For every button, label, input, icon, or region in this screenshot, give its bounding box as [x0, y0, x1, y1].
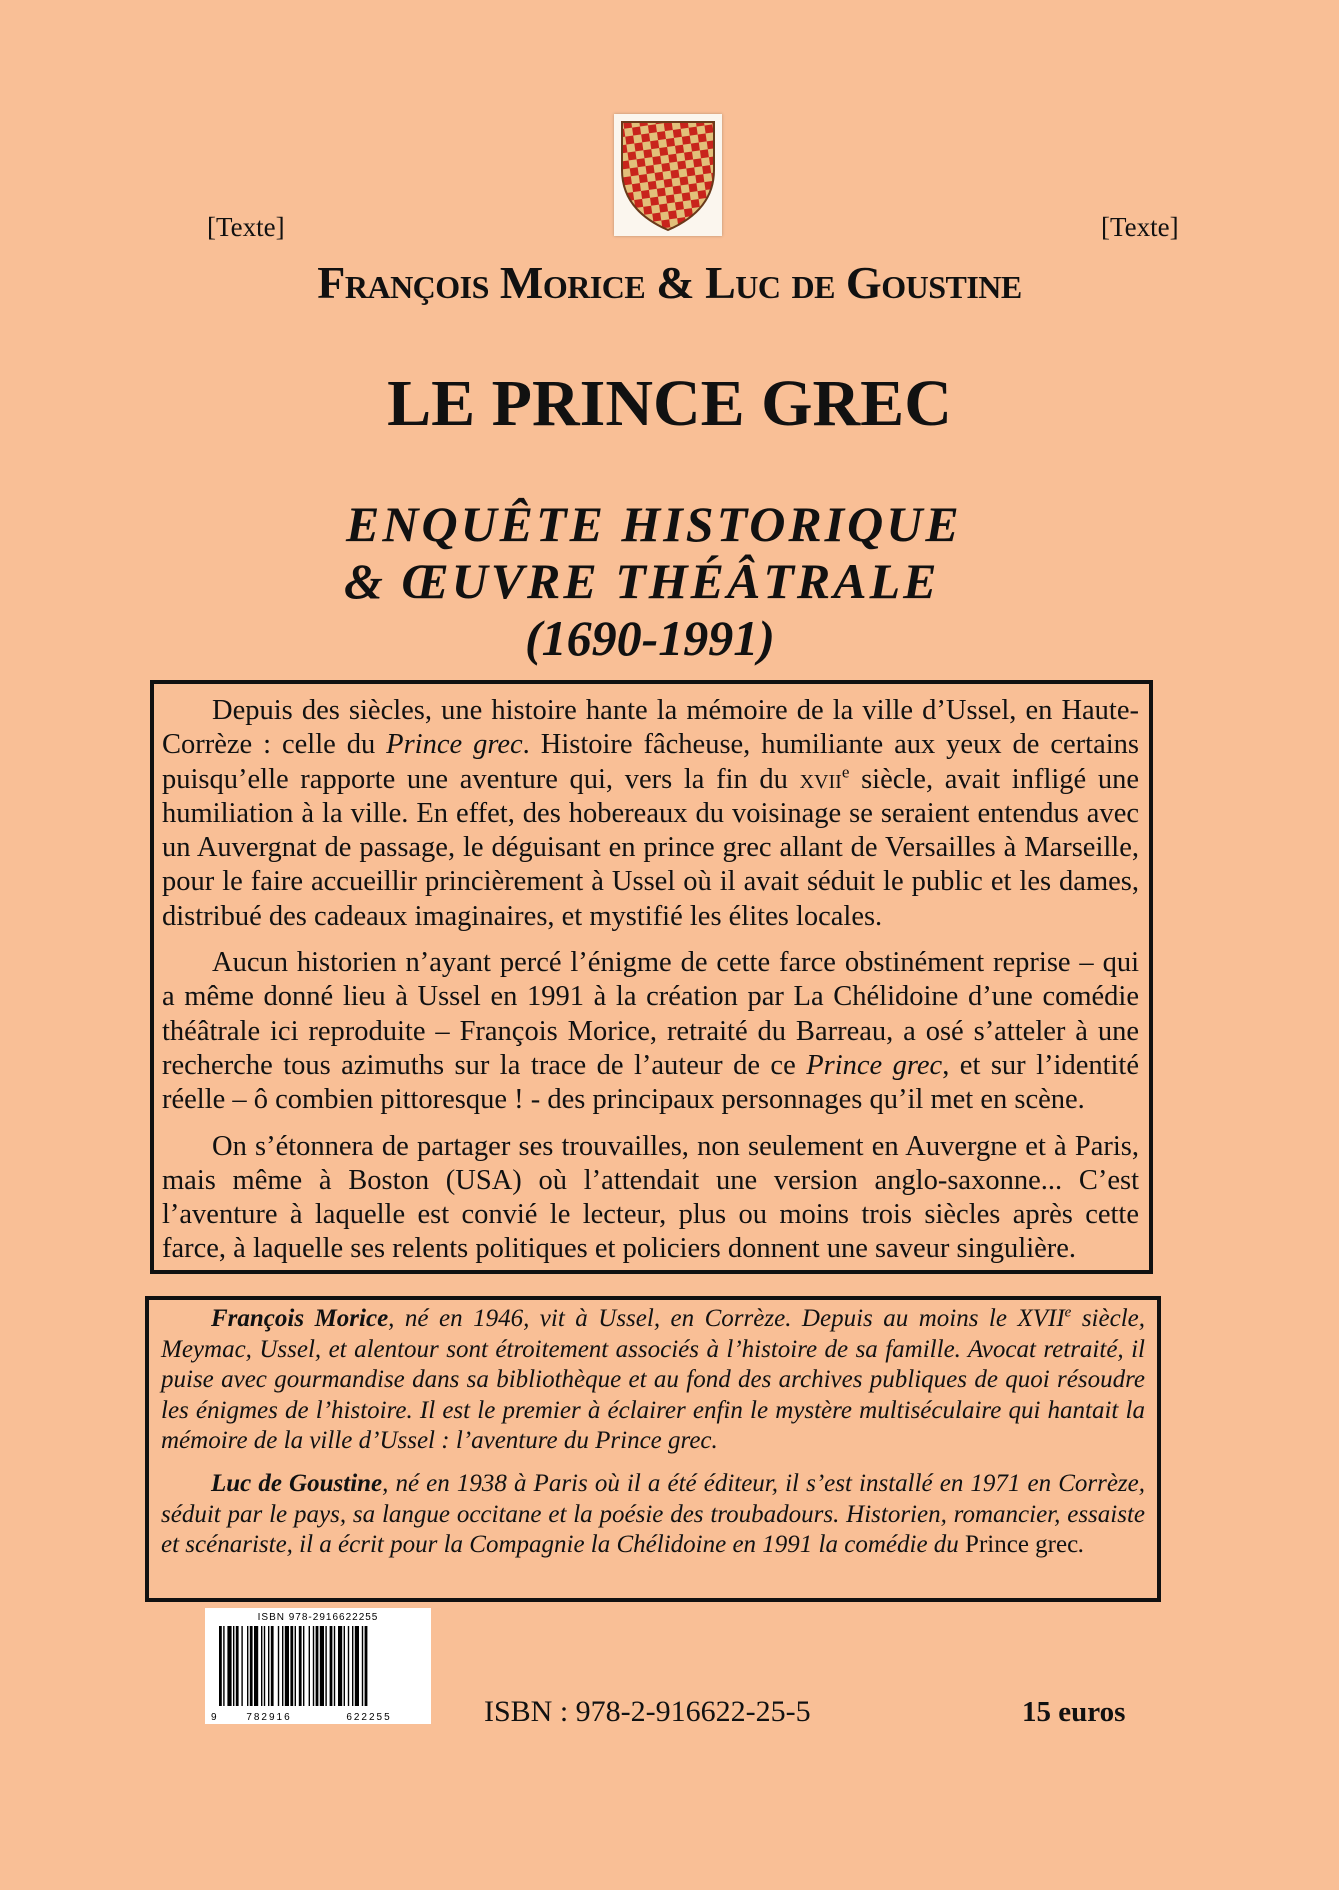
barcode-bar — [325, 1626, 326, 1706]
barcode-bar — [250, 1626, 253, 1706]
barcode-bar — [362, 1626, 363, 1706]
barcode-bar — [338, 1626, 342, 1706]
barcode-bar — [344, 1626, 345, 1706]
barcode-bar — [254, 1626, 258, 1706]
barcode-bar — [271, 1626, 274, 1706]
barcode-digits-left: 782916 — [246, 1712, 292, 1723]
placeholder-text-right: [Texte] — [1101, 212, 1179, 242]
barcode-bar — [223, 1626, 224, 1706]
author-bios-box — [145, 1296, 1161, 1602]
barcode-bar — [282, 1626, 283, 1706]
authors: François Morice & Luc de Goustine — [317, 257, 1022, 308]
barcode-bar — [247, 1626, 248, 1706]
barcode-bar — [236, 1626, 239, 1706]
placeholder-text-left: [Texte] — [207, 212, 285, 242]
barcode-bar — [261, 1626, 262, 1706]
barcode-digits-right: 622255 — [346, 1712, 392, 1723]
barcode-bar — [352, 1626, 353, 1706]
isbn-number: ISBN : 978-2-916622-25-5 — [484, 1695, 811, 1728]
price: 15 euros — [1022, 1696, 1126, 1728]
barcode-bar — [316, 1626, 319, 1706]
barcode-bar — [303, 1626, 304, 1706]
barcode-icon — [205, 1608, 431, 1724]
coat-of-arms — [614, 114, 722, 236]
synopsis-paragraph: Aucun historien n’ayant percé l’énigme de cette farce obstinément reprise – qui a même donné lieu à Ussel en 1991 à la création par La Chélidoine d’une comédie théâtrale ici reproduite – François Morice, retraité du Barreau, a osé s’atteler à une recherche tous azimuths sur la trace de l’auteur de ce Prince grec, et sur l’identité réelle – ô combien pittoresque ! - des principaux personnages qu’il met en scène. — [162, 947, 1140, 1116]
barcode-bar — [285, 1626, 289, 1706]
barcode-top-text: ISBN 978-2916622255 — [257, 1612, 379, 1623]
barcode-bar — [320, 1626, 324, 1706]
barcode-bar — [268, 1626, 269, 1706]
subtitle-line-2: & ŒUVRE THÉÂTRALE — [344, 553, 940, 609]
barcode-bar — [227, 1626, 231, 1706]
barcode-bar — [365, 1626, 368, 1706]
book-title: LE PRINCE GREC — [387, 367, 952, 440]
barcode-bar — [264, 1626, 265, 1706]
barcode — [205, 1608, 431, 1724]
barcode-bar — [355, 1626, 359, 1706]
barcode-bar — [241, 1626, 242, 1706]
barcode-bar — [299, 1626, 302, 1706]
synopsis-paragraph: On s’étonnera de partager ses trouvailles, non seulement en Auvergne et à Paris, mais même à Boston (USA) où l’attendait une version anglo-saxonne... C’est l’aventure à laquelle est convié le lecteur, plus ou moins trois siècles après cette farce, à laquelle ses relents politiques et policiers donnent une saveur singulière. — [162, 1130, 1139, 1265]
subtitle-dates: (1690-1991) — [525, 610, 775, 666]
synopsis-paragraph: Depuis des siècles, une histoire hante la mémoire de la ville d’Ussel, en Haute-Corrèze : celle du Prince grec. Histoire fâcheuse, humiliante aux yeux de certains puisqu’elle rapporte une aventure qui, vers la fin du xvii$^e$ siècle, avait infligé une humiliation à la ville. En effet, des hobereaux du voisinage se seraient entendus avec un Auvergnat de passage, le déguisant en prince grec allant de Versailles à Marseille, pour le faire accueillir princièrement à Ussel où il avait séduit le public et les dames, distribué des cadeaux imaginaires, et mystifié les élites locales. — [162, 695, 1140, 932]
synopsis-box — [150, 680, 1153, 1274]
barcode-bar — [348, 1626, 349, 1706]
barcode-bar — [219, 1626, 222, 1706]
barcode-bar — [295, 1626, 296, 1706]
barcode-bar — [334, 1626, 335, 1706]
coat-of-arms-icon — [614, 114, 722, 236]
barcode-bar — [313, 1626, 314, 1706]
subtitle-line-1: ENQUÊTE HISTORIQUE — [346, 496, 962, 552]
barcode-bar — [278, 1626, 279, 1706]
barcode-digit-first: 9 — [211, 1712, 217, 1723]
bio-francois-morice: François Morice, né en 1946, vit à Ussel, en Corrèze. Depuis au moins le XVIIe siècle, Meymac, Ussel, et alentour sont étroitement associés à l’histoire de sa famille. Avocat retraité, il puise avec gourmandise dans sa bibliothèque et au fond des archives publiques de quoi résoudre les énigmes de l’histoire. Il est le premier à éclairer enfin le mystère multiséculaire qui hantait la mémoire de la ville d’Ussel : l’aventure du Prince grec. — [161, 1304, 1145, 1455]
barcode-bar — [309, 1626, 310, 1706]
barcode-bar — [290, 1626, 293, 1706]
bio-luc-de-goustine: Luc de Goustine, né en 1938 à Paris où il a été éditeur, il s’est installé en 1971 en Corrèze, séduit par le pays, sa langue occitane et la poésie des troubadours. Historien, romancier, essaiste et scénariste, il a écrit pour la Compagnie la Chélidoine en 1991 la comédie du Prince grec. — [161, 1469, 1145, 1559]
barcode-bar — [233, 1626, 234, 1706]
barcode-bar — [330, 1626, 333, 1706]
